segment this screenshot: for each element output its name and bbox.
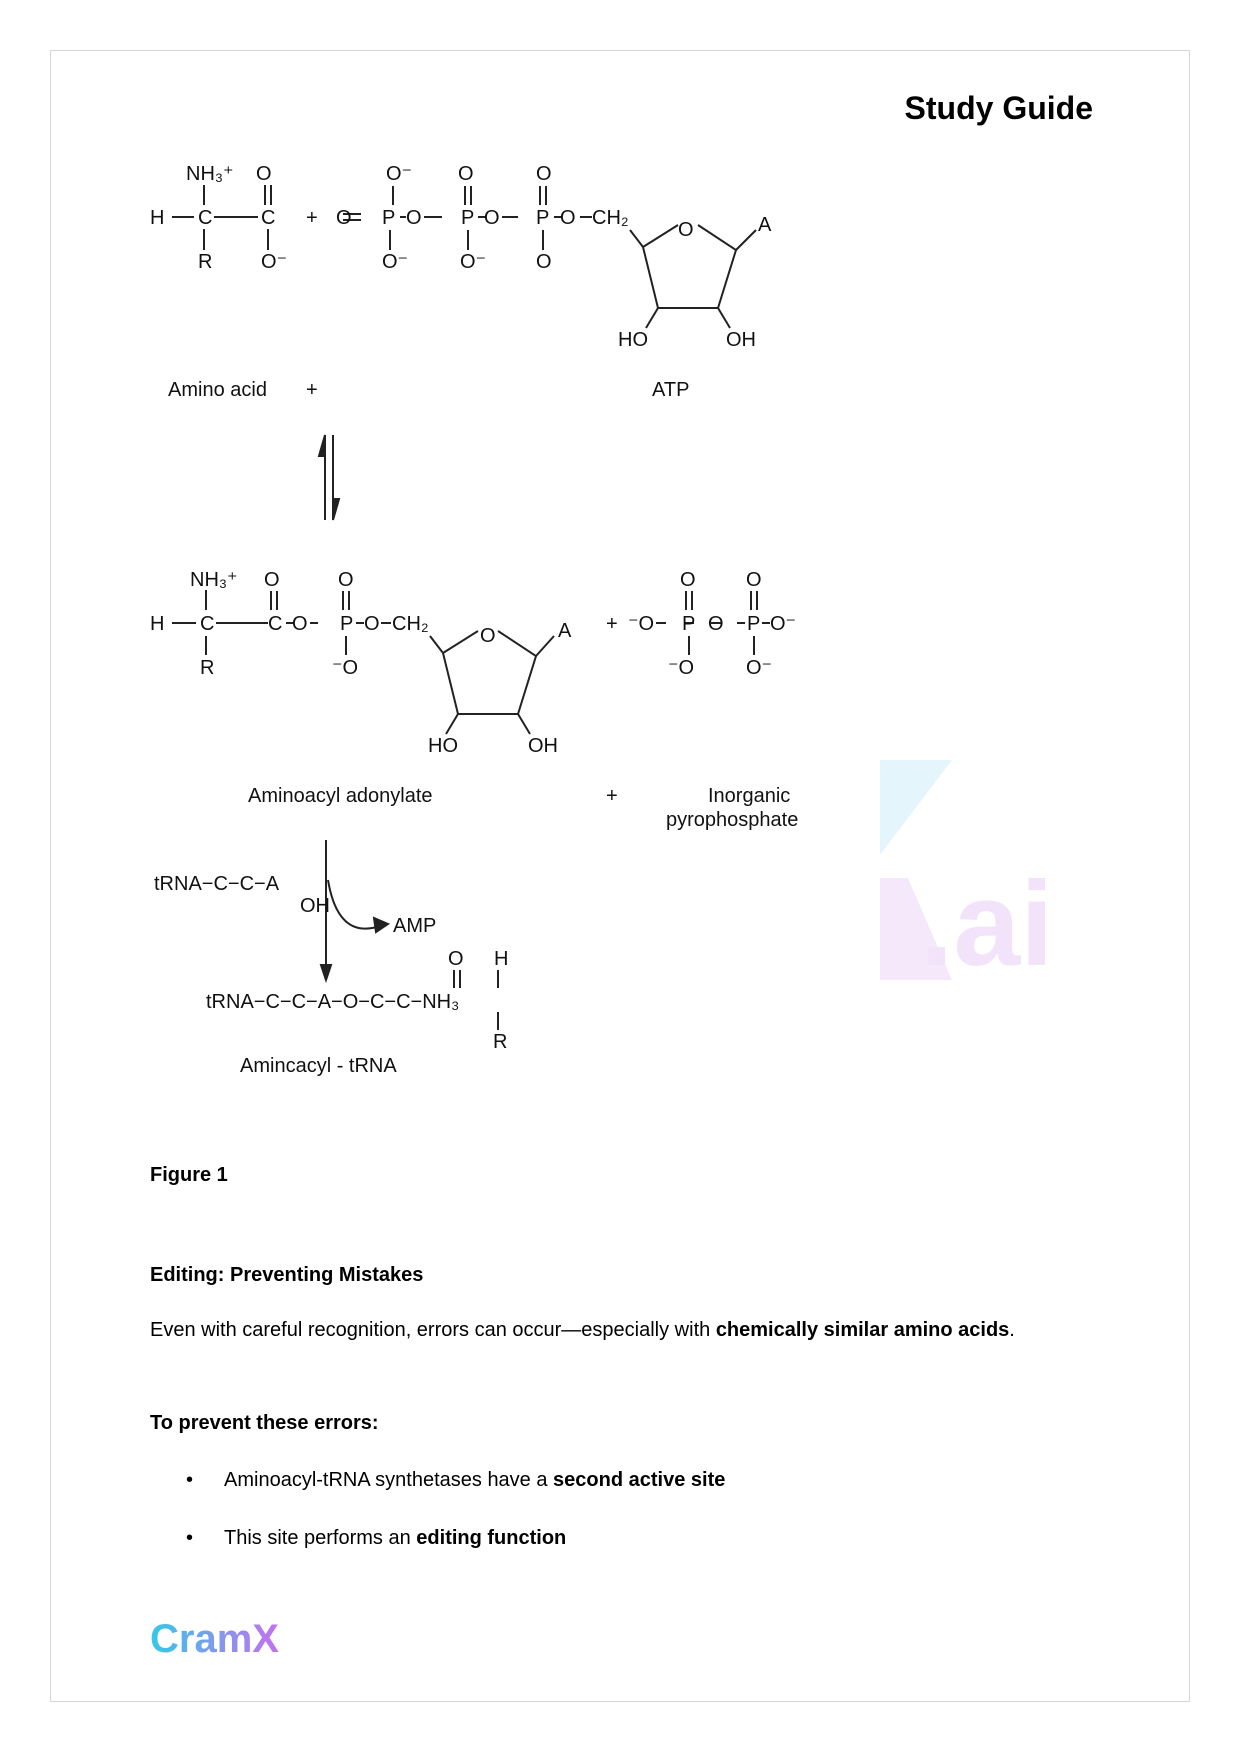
svg-text:O: O: [292, 613, 308, 635]
svg-text:P: P: [340, 613, 354, 635]
bullet-bold: editing function: [416, 1527, 567, 1549]
svg-text:HO: HO: [428, 735, 458, 757]
aminoacyl-trna-label: Amincacyl - tRNA: [240, 1055, 397, 1077]
bullet-list: [150, 1468, 725, 1584]
bullet-icon: •: [186, 1469, 194, 1491]
plus-sign-2: +: [306, 379, 318, 401]
svg-text:O: O: [338, 569, 354, 591]
svg-text:OH: OH: [528, 735, 558, 757]
svg-text:P: P: [536, 207, 550, 229]
svg-text:O: O: [536, 251, 552, 273]
atp-label: ATP: [652, 379, 690, 401]
svg-text:O: O: [364, 613, 380, 635]
section-heading: Editing: Preventing Mistakes: [150, 1264, 424, 1286]
reaction-diagram: [148, 150, 868, 1140]
svg-text:O: O: [264, 569, 280, 591]
svg-text:P: P: [747, 613, 761, 635]
svg-text:O: O: [406, 207, 422, 229]
svg-text:O: O: [536, 163, 552, 185]
svg-text:⁻O: ⁻O: [628, 613, 655, 635]
watermark-text: .ai: [920, 857, 1054, 990]
svg-text:C: C: [268, 613, 283, 635]
svg-text:O: O: [708, 613, 724, 635]
aminoacyl-adenylate-label: Aminoacyl adonylate: [248, 785, 433, 807]
watermark-logo: [880, 760, 1090, 990]
subheading: To prevent these errors:: [150, 1412, 379, 1434]
svg-text:R: R: [493, 1031, 508, 1053]
list-item: [150, 1526, 725, 1550]
svg-text:C: C: [200, 613, 215, 635]
svg-text:O: O: [256, 163, 272, 185]
svg-text:O: O: [484, 207, 500, 229]
ppi-label-line2: pyrophosphate: [666, 809, 799, 831]
plus-sign-1: +: [306, 207, 318, 229]
para-text: Even with careful recognition, errors can occur—especially with: [150, 1319, 716, 1341]
trna-cca-label: tRNA−C−C−A: [154, 873, 280, 895]
reaction-figure: [148, 150, 868, 1140]
svg-text:O: O: [680, 569, 696, 591]
svg-text:R: R: [198, 251, 213, 273]
svg-text:P: P: [382, 207, 396, 229]
figure-caption: Figure 1: [150, 1164, 228, 1186]
plus-sign-3: +: [606, 785, 618, 807]
svg-text:H: H: [150, 207, 165, 229]
svg-text:O⁻: O⁻: [460, 251, 487, 273]
svg-text:NH₃⁺: NH₃⁺: [186, 163, 234, 185]
svg-text:O: O: [336, 207, 352, 229]
product-formula: tRNA−C−C−A−O−C−C−NH₃: [206, 991, 460, 1013]
svg-text:HO: HO: [618, 329, 648, 351]
svg-text:C: C: [198, 207, 213, 229]
svg-text:⁻O: ⁻O: [668, 657, 695, 679]
svg-text:H: H: [150, 613, 165, 635]
list-item: [150, 1468, 725, 1492]
page-title: Study Guide: [904, 90, 1093, 126]
svg-text:A: A: [558, 620, 572, 642]
svg-text:P: P: [682, 613, 696, 635]
body-paragraph: [150, 1319, 1015, 1342]
svg-text:CH₂: CH₂: [592, 207, 629, 229]
svg-text:⁻O: ⁻O: [332, 657, 359, 679]
svg-text:A: A: [758, 214, 772, 236]
svg-text:O⁻: O⁻: [382, 251, 409, 273]
logo-text: CramX: [150, 1617, 279, 1661]
svg-text:O: O: [746, 569, 762, 591]
bullet-bold: second active site: [553, 1469, 726, 1491]
svg-text:C: C: [261, 207, 276, 229]
svg-text:NH₃⁺: NH₃⁺: [190, 569, 238, 591]
svg-text:O⁻: O⁻: [746, 657, 773, 679]
para-bold: chemically similar amino acids: [715, 1319, 1010, 1341]
svg-text:P: P: [461, 207, 475, 229]
ppi-label-line1: Inorganic: [708, 785, 791, 807]
svg-text:O: O: [448, 948, 464, 970]
svg-text:H: H: [494, 948, 509, 970]
svg-text:CH₂: CH₂: [392, 613, 429, 635]
svg-text:O⁻: O⁻: [261, 251, 288, 273]
svg-text:OH: OH: [726, 329, 756, 351]
svg-text:+: +: [606, 613, 618, 635]
bullet-text: This site performs an: [224, 1527, 417, 1549]
amino-acid-label: Amino acid: [168, 379, 267, 401]
svg-text:O⁻: O⁻: [386, 163, 413, 185]
svg-text:O: O: [458, 163, 474, 185]
para-end: .: [1009, 1319, 1015, 1341]
bullet-text: Aminoacyl-tRNA synthetases have a: [224, 1469, 554, 1491]
svg-text:O: O: [480, 625, 496, 647]
cramx-logo: [150, 1610, 300, 1666]
bullet-icon: •: [186, 1527, 194, 1549]
svg-text:R: R: [200, 657, 215, 679]
amp-label: AMP: [393, 915, 437, 937]
svg-text:O: O: [678, 219, 694, 241]
oh-label: OH: [300, 895, 330, 917]
svg-text:O: O: [560, 207, 576, 229]
svg-text:O⁻: O⁻: [770, 613, 797, 635]
